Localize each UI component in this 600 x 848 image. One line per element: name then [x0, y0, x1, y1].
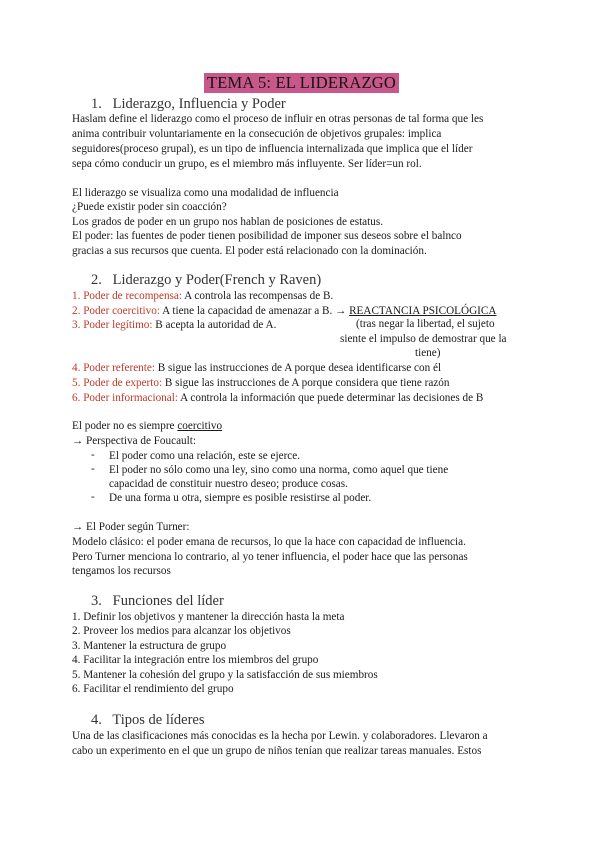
section-title: Liderazgo y Poder(French y Raven) — [112, 272, 322, 288]
turner-heading: → El Poder según Turner: — [72, 521, 190, 533]
section-2-heading — [91, 272, 321, 289]
section-number: 1. — [91, 96, 102, 112]
list-item: 5. Mantener la cohesión del grupo y la satisfacción de sus miembros — [72, 669, 378, 681]
power-item — [72, 361, 441, 376]
power-text: B sigue las instrucciones de A porque considera que tiene razón — [162, 377, 450, 389]
dash-bullet: - — [91, 491, 95, 503]
power-text: A controla la información que puede determinar las decisiones de B — [177, 392, 484, 404]
section-number: 2. — [91, 272, 102, 288]
power-label: 4. Poder referente: — [72, 362, 155, 374]
coercive-term: coercitivo — [177, 420, 223, 432]
paragraph-line — [72, 419, 222, 434]
paragraph-line: cabo un experimento en el que un grupo de niños tenían que realizar tareas manuales. Estos — [72, 745, 482, 757]
section-title: Liderazgo, Influencia y Poder — [112, 96, 286, 112]
power-label: 3. Poder legítimo: — [72, 319, 153, 331]
dash-bullet: - — [91, 449, 95, 461]
side-note-line: tiene) — [415, 347, 441, 359]
section-1-heading — [91, 96, 286, 113]
paragraph-line: Pero Turner menciona lo contrario, al yo tener influencia, el poder hace que las personas — [72, 551, 468, 563]
paragraph-line: gracias a sus recursos que cuenta. El poder está relacionado con la dominación. — [72, 245, 427, 257]
foucault-heading: → Perspectiva de Foucault: — [72, 435, 196, 447]
power-text: A controla las recompensas de B. — [181, 290, 334, 302]
power-label: 6. Poder informacional: — [72, 392, 178, 404]
list-item: 3. Mantener la estructura de grupo — [72, 640, 227, 652]
list-item: 2. Proveer los medios para alcanzar los objetivos — [72, 625, 291, 637]
power-label: 5. Poder de experto: — [72, 377, 163, 389]
section-number: 3. — [91, 593, 102, 609]
page-title: TEMA 5: EL LIDERAZGO — [204, 73, 399, 93]
bullet-text: capacidad de constituir nuestro deseo; produce cosas. — [109, 478, 348, 490]
paragraph-line: anima contribuir voluntariamente en la consecución de objetivos grupales: implica — [72, 128, 442, 140]
side-note-line: siente el impulso de demostrar que la — [340, 333, 507, 345]
section-title: Tipos de líderes — [112, 712, 205, 728]
paragraph-line: ¿Puede existir poder sin coacción? — [72, 201, 227, 213]
paragraph-line: sepa cómo conducir un grupo, es el miembro más influyente. Ser líder=un rol. — [72, 158, 422, 170]
paragraph-line: tengamos los recursos — [72, 565, 171, 577]
paragraph-line: Modelo clásico: el poder emana de recursos, lo que la hace con capacidad de influencia. — [72, 536, 466, 548]
bullet-text: El poder no sólo como una ley, sino como una norma, como aquel que tiene — [109, 464, 449, 476]
power-item — [72, 289, 333, 304]
reactancia-term: REACTANCIA PSICOLÓGICA — [349, 305, 497, 317]
power-item — [72, 391, 483, 406]
power-item — [72, 318, 276, 333]
bullet-text: De una forma u otra, siempre es posible resistirse al poder. — [109, 492, 372, 504]
side-note-line: (tras negar la libertad, el sujeto — [356, 318, 495, 330]
paragraph-line: El poder: las fuentes de poder tienen posibilidad de imponer sus deseos sobre el balnco — [72, 230, 462, 242]
power-label: 1. Poder de recompensa: — [72, 290, 182, 302]
power-text: B sigue las instrucciones de A porque desea identificarse con él — [154, 362, 442, 374]
dash-bullet: - — [91, 463, 95, 475]
paragraph-line: Una de las clasificaciones más conocidas es la hecha por Lewin. y colaboradores. Llevaron a — [72, 730, 488, 742]
coercive-prefix: El poder no es siempre — [72, 420, 178, 432]
paragraph-line: El liderazgo se visualiza como una modalidad de influencia — [72, 187, 339, 199]
section-4-heading — [91, 712, 204, 729]
power-text: B acepta la autoridad de A. — [152, 319, 277, 331]
bullet-text: El poder como una relación, este se ejerce. — [109, 450, 301, 462]
list-item: 1. Definir los objetivos y mantener la dirección hasta la meta — [72, 611, 345, 623]
section-title: Funciones del líder — [112, 593, 224, 609]
section-3-heading — [91, 593, 224, 610]
power-label: 2. Poder coercitivo: — [72, 305, 160, 317]
paragraph-line: seguidores(proceso grupal), es un tipo de influencia internalizada que implica que el líder — [72, 143, 473, 155]
paragraph-line: Haslam define el liderazgo como el proceso de influir en otras personas de tal forma que les — [72, 113, 484, 125]
list-item: 6. Facilitar el rendimiento del grupo — [72, 683, 234, 695]
paragraph-line: Los grados de poder en un grupo nos hablan de posiciones de estatus. — [72, 216, 384, 228]
power-item — [72, 304, 496, 319]
section-number: 4. — [91, 712, 102, 728]
list-item: 4. Facilitar la integración entre los miembros del grupo — [72, 654, 319, 666]
power-item — [72, 376, 449, 391]
power-text: A tiene la capacidad de amenazar a B. → — [159, 305, 350, 317]
